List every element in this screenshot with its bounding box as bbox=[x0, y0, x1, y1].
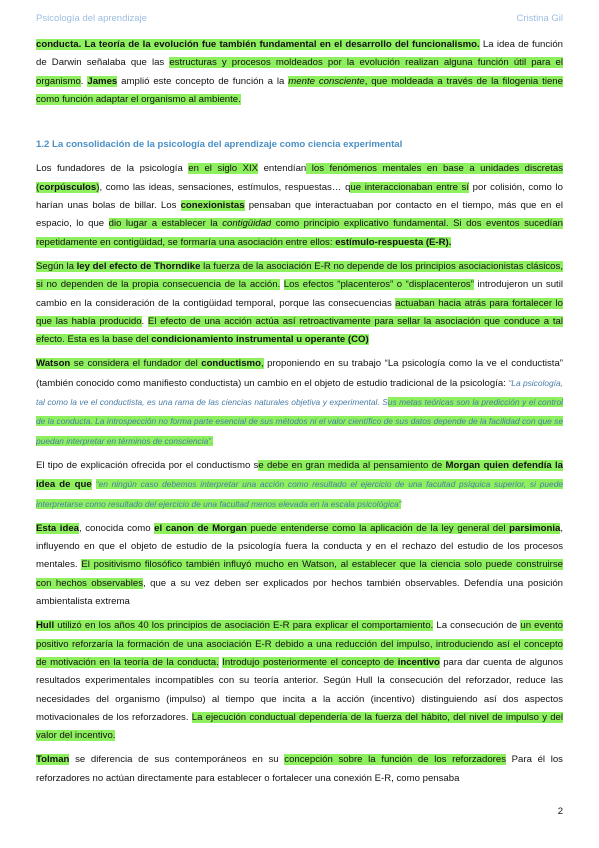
paragraph-8 bbox=[36, 751, 563, 788]
text-run: como principio explicativo fundamental. Si dos eventos sucedían repetidamente en contigüidad, se formaría una asociación entre ellos: bbox=[36, 218, 564, 248]
text-run: estímulo-respuesta (E-R). bbox=[335, 236, 452, 248]
text-run: utilizó en los años 40 los principios de asociación E-R para explicar el comportamiento. bbox=[54, 620, 434, 632]
text-run: Los fundadores de la psicología bbox=[36, 163, 189, 175]
text-run: Esta idea bbox=[36, 522, 79, 534]
text-run: introdujeron un sutil cambio en la consideración de la contigüidad temporal, porque las consecuencias bbox=[36, 279, 563, 309]
text-run: “La psicología, tal como la ve el conductista, es una rama de las ciencias naturales objetiva y experimental. S bbox=[36, 377, 563, 408]
text-run: James bbox=[87, 75, 118, 87]
text-run: pensaban que interactuaban por contacto en el tiempo, más que en el espacio, lo que bbox=[36, 200, 563, 230]
text-run: se considera el fundador del bbox=[70, 358, 202, 370]
section-heading: 1.2 La consolidación de la psicología del aprendizaje como ciencia experimental bbox=[36, 139, 403, 151]
text-run: El positivismo filosófico también influyó mucho en Watson, al establecer que la ciencia solo puede construirse con hechos observables bbox=[36, 559, 563, 589]
text-run: conducta. La teoría de la evolución fue también fundamental en el desarrollo del bbox=[36, 39, 413, 50]
text-run: puede entenderse como la aplicación de la ley general del bbox=[246, 522, 510, 534]
header-author: Cristina Gil bbox=[516, 13, 563, 24]
paragraph-1 bbox=[36, 36, 563, 109]
text-run: para dar cuenta de algunos resultados experimentales incompatibles con su teoría anterior. Según Hull la consecución del reforzador, reduce las necesidades del organismo (impulso) al tiempo que incita a la acción (incentivo) distinguiendo así dos aspectos motivacionales de los reforzadores. bbox=[36, 656, 564, 723]
text-run: Morgan bbox=[445, 459, 481, 471]
text-run: Los efectos “placenteros” o “displacenteros” bbox=[283, 279, 474, 291]
text-run: , que a su vez deben ser explicados por hechos también observables. Defendía una posición ambientalista extrema bbox=[36, 577, 563, 608]
text-run: corpúsculos bbox=[39, 181, 97, 193]
text-run: ue interaccionaban entre sí bbox=[350, 181, 470, 193]
text-run: parsimonia bbox=[509, 522, 561, 534]
text-run: conexionistas bbox=[180, 200, 245, 212]
text-run: contigüidad bbox=[222, 218, 272, 230]
text-run: , como las ideas, sensaciones, estímulos, respuestas… q bbox=[99, 181, 351, 193]
document-body bbox=[36, 36, 563, 794]
text-run: e debe en gran medida al pensamiento de bbox=[258, 459, 446, 471]
text-run: Según la bbox=[36, 260, 77, 272]
text-run: quien defendía la idea de que bbox=[36, 459, 563, 491]
text-run: , que moldeada a través de la filogenia tiene como función adaptar el organismo al ambiente. bbox=[36, 75, 563, 105]
text-run: condicionamiento instrumental u operante (CO) bbox=[151, 334, 369, 346]
text-run: un evento positivo reforzaría la formación de una asociación E-R debido a una reducción del impulso, introduciendo así el concepto de motivación en la teoría de la conducta. bbox=[36, 620, 563, 668]
text-run: la fuerza de la asociación E-R no depende de los principios asociacionistas clásicos, si no dependen de la propia consecuencia de la acción. bbox=[36, 260, 563, 291]
text-run: funcionalismo. bbox=[412, 39, 480, 50]
text-run: concepción sobre la función de los reforzadores bbox=[284, 754, 506, 766]
paragraph-4 bbox=[36, 355, 563, 450]
text-run: estructuras y procesos moldeados por la evolución realizan alguna función útil para el organismo bbox=[36, 57, 563, 87]
page-number: 2 bbox=[557, 806, 563, 817]
paragraph-5 bbox=[36, 457, 563, 514]
text-run: actuaban hacia atrás para fortalecer lo que las había producido bbox=[36, 297, 563, 327]
text-run: proponiendo en su trabajo “La psicología como la ve el conductista” (también conocido como manifiesto conductista) un cambio en el objeto de estudio tradicional de la psicología: bbox=[36, 358, 564, 389]
text-run: Hull bbox=[36, 620, 55, 632]
text-run: . bbox=[80, 75, 88, 87]
text-run: Watson bbox=[36, 358, 71, 370]
text-run: ley del efecto de Thorndike bbox=[76, 260, 201, 272]
text-run: en el siglo XIX bbox=[188, 163, 259, 175]
paragraph-2 bbox=[36, 160, 563, 251]
text-run: amplió este concepto de función a la bbox=[117, 75, 289, 87]
paragraph-6 bbox=[36, 520, 563, 611]
text-run: se diferencia de sus contemporáneos en su bbox=[69, 754, 285, 766]
text-run: us metas teóricas son la predicción y el control de la conducta. La introspección no forma parte esencial de sus métodos ni el valor científico de sus datos depende de la facilidad con que se puedan interpretar en términos de consciencia”. bbox=[36, 397, 563, 446]
text-run: entendían bbox=[258, 163, 307, 175]
text-run: . bbox=[141, 315, 148, 327]
text-run: El tipo de explicación ofrecida por el conductismo s bbox=[36, 459, 259, 471]
text-run: por colisión, como lo harían unas bolas de billar. Los bbox=[36, 181, 563, 212]
text-run: ) bbox=[96, 181, 100, 193]
text-run: “en ningún caso debemos interpretar una acción como resultado el ejercicio de una facultad psíquica superior, si puede interpretarse como resultado del ejercicio de una facultad menos elevada en la escala psicológica” bbox=[36, 479, 564, 509]
text-run: El efecto de una acción actúa así retroactivamente para sellar la asociación que conduce a tal efecto. Esta es la base del bbox=[36, 315, 563, 346]
text-run: Tolman bbox=[36, 754, 70, 766]
text-run: Introdujo posteriormente el concepto de bbox=[222, 656, 398, 668]
paragraph-3 bbox=[36, 258, 563, 349]
text-run: , conocida como bbox=[79, 522, 155, 534]
page-header bbox=[36, 13, 563, 27]
text-run: el canon de Morgan bbox=[154, 522, 247, 534]
text-run: mente consciente bbox=[288, 75, 365, 87]
text-run: los fenómenos mentales en base a unidades discretas ( bbox=[36, 163, 563, 193]
text-run: incentivo bbox=[397, 656, 440, 668]
text-run: La idea de función de Darwin señalaba que las bbox=[36, 39, 563, 69]
text-run: , bbox=[260, 358, 264, 370]
text-run: La consecución de bbox=[433, 620, 521, 632]
paragraph-7 bbox=[36, 617, 563, 745]
header-course-title: Psicología del aprendizaje bbox=[36, 13, 147, 24]
text-run: conductismo bbox=[201, 358, 261, 370]
text-run: La ejecución conductual dependería de la fuerza del hábito, del nivel de impulso y del valor del incentivo. bbox=[36, 711, 563, 742]
text-run: , influyendo en que el objeto de estudio de la psicología fuera la conducta y en el rechazo del estudio de los procesos mentales. bbox=[36, 522, 563, 571]
text-run: Para él los reforzadores no actúan directamente para establecer o fortalecer una conexión E-R, como pensaba bbox=[36, 754, 563, 784]
text-run: dio lugar a establecer la bbox=[108, 218, 223, 230]
